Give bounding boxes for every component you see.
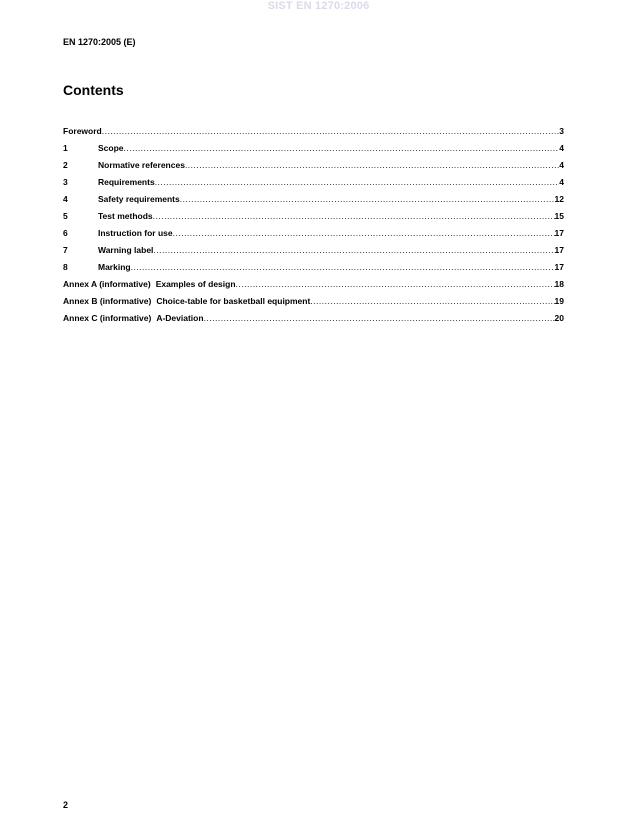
toc-entry-normative-references[interactable] <box>63 153 564 170</box>
toc-entry-title: Requirements <box>98 177 155 187</box>
toc-entry-requirements[interactable] <box>63 170 564 187</box>
toc-entry-number: 7 <box>63 245 68 255</box>
toc-entry-page: 4 <box>559 143 564 153</box>
toc-dot-leader <box>155 177 560 187</box>
toc-entry-number: 6 <box>63 228 68 238</box>
toc-entry-title: Test methods <box>98 211 153 221</box>
toc-dot-leader <box>180 194 555 204</box>
toc-dot-leader <box>131 262 555 272</box>
toc-entry-annex-label: Annex B (informative) <box>63 296 152 306</box>
toc-entry-page: 19 <box>554 296 564 306</box>
toc-entry-title: Choice-table for basketball equipment <box>156 296 311 306</box>
toc-dot-leader <box>102 126 560 136</box>
toc-entry-title: Normative references <box>98 160 185 170</box>
toc-entry-page: 17 <box>554 245 564 255</box>
toc-entry-page: 12 <box>554 194 564 204</box>
toc-entry-page: 17 <box>554 262 564 272</box>
toc-entry-page: 4 <box>559 177 564 187</box>
toc-entry-test-methods[interactable] <box>63 204 564 221</box>
toc-dot-leader <box>310 296 554 306</box>
toc-entry-annex-label: Annex C (informative) <box>63 313 152 323</box>
toc-entry-safety-requirements[interactable] <box>63 187 564 204</box>
toc-entry-page: 4 <box>559 160 564 170</box>
toc-entry-annex-c[interactable] <box>63 306 564 323</box>
toc-entry-title: Warning label <box>98 245 154 255</box>
toc-entry-scope[interactable] <box>63 136 564 153</box>
page-number: 2 <box>63 800 69 810</box>
toc-entry-warning-label[interactable] <box>63 238 564 255</box>
toc-entry-title: Examples of design <box>155 279 236 289</box>
toc-entry-marking[interactable] <box>63 255 564 272</box>
toc-entry-number: 1 <box>63 143 68 153</box>
toc-dot-leader <box>153 211 555 221</box>
toc-entry-title: Safety requirements <box>98 194 180 204</box>
watermark-text: SIST EN 1270:2006 <box>267 0 370 12</box>
toc-entry-page: 15 <box>554 211 564 221</box>
toc-dot-leader <box>185 160 559 170</box>
toc-entry-title: Scope <box>98 143 124 153</box>
toc-entry-title: Instruction for use <box>98 228 173 238</box>
toc-entry-annex-a[interactable] <box>63 272 564 289</box>
toc-entry-title: Foreword <box>63 126 102 136</box>
toc-entry-page: 17 <box>554 228 564 238</box>
toc-entry-number: 8 <box>63 262 68 272</box>
toc-dot-leader <box>236 279 555 289</box>
toc-entry-title: Marking <box>98 262 131 272</box>
toc-entry-title: A-Deviation <box>156 313 204 323</box>
toc-dot-leader <box>153 245 554 255</box>
table-of-contents <box>63 119 564 323</box>
toc-dot-leader <box>124 143 560 153</box>
toc-entry-number: 5 <box>63 211 68 221</box>
toc-entry-page: 3 <box>559 126 564 136</box>
contents-heading: Contents <box>63 82 124 98</box>
toc-entry-number: 4 <box>63 194 68 204</box>
toc-entry-page: 20 <box>554 313 564 323</box>
toc-entry-number: 3 <box>63 177 68 187</box>
toc-entry-number: 2 <box>63 160 68 170</box>
toc-entry-page: 18 <box>554 279 564 289</box>
toc-dot-leader <box>204 313 555 323</box>
toc-entry-instruction-for-use[interactable] <box>63 221 564 238</box>
toc-entry-foreword[interactable] <box>63 119 564 136</box>
toc-dot-leader <box>173 228 555 238</box>
document-id: EN 1270:2005 (E) <box>63 37 136 47</box>
toc-entry-annex-label: Annex A (informative) <box>63 279 151 289</box>
toc-entry-annex-b[interactable] <box>63 289 564 306</box>
